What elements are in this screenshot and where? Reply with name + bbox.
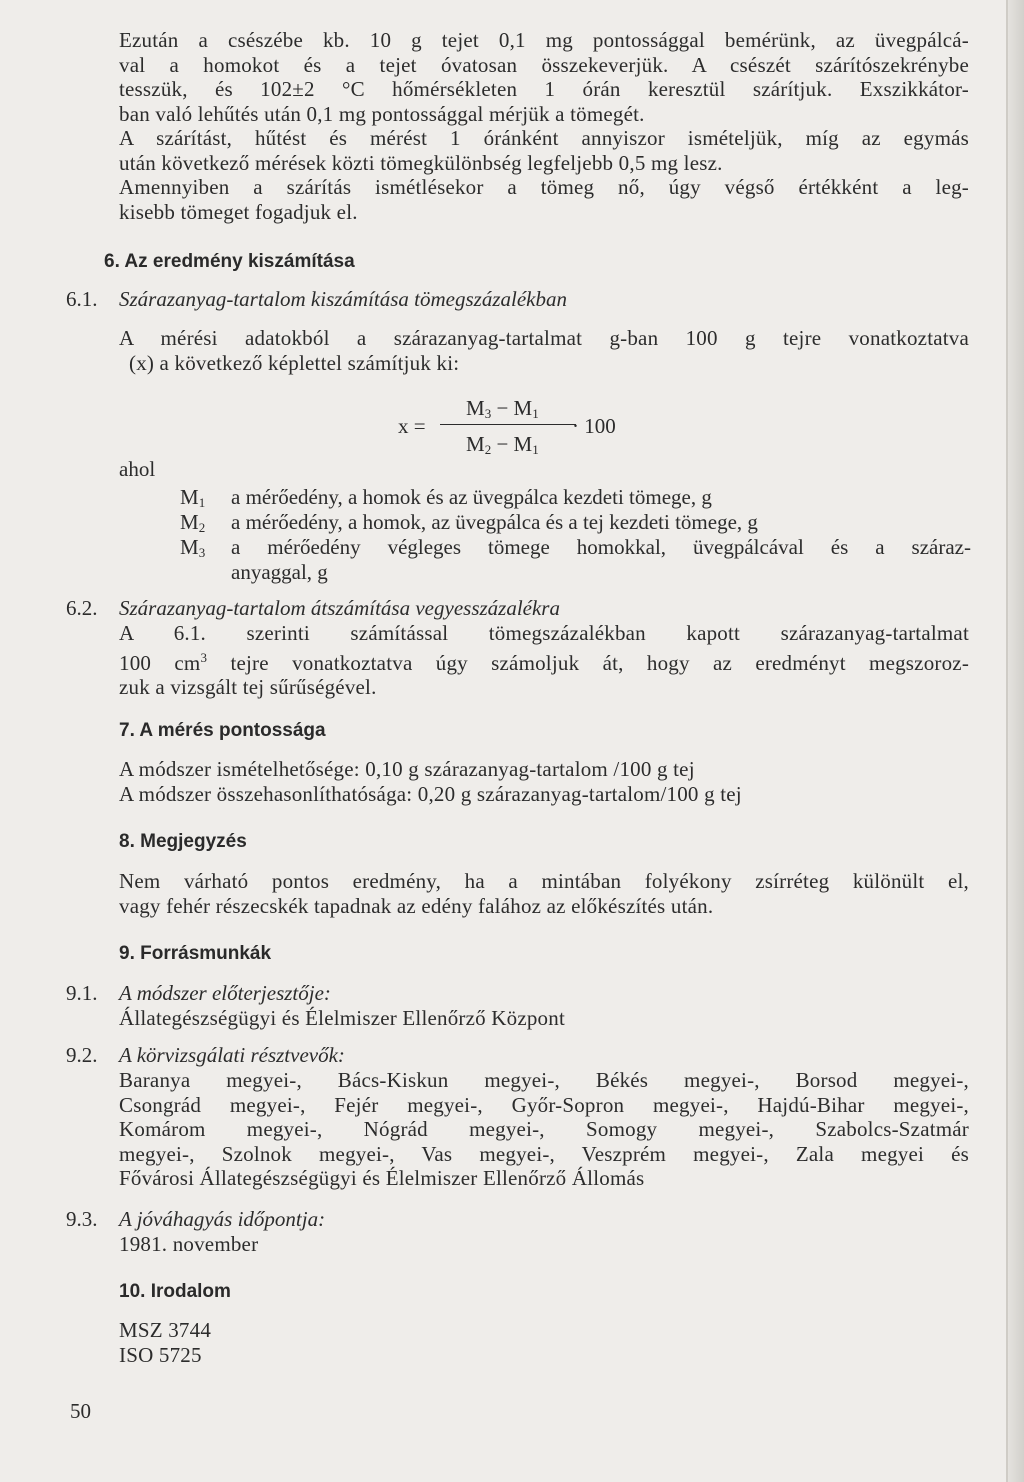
formula-subscript: 2 [484, 442, 492, 457]
text-line: Komárom megyei-, Nógrád megyei-, Somogy megyei-, Szabolcs-Szatmár [119, 1117, 969, 1141]
section-9-3-title: A jóváhagyás időpontja: [119, 1207, 326, 1231]
formula-subscript: 3 [484, 406, 492, 421]
text-line: Állategészségügyi és Élelmiszer Ellenőrző Központ [119, 1006, 565, 1030]
definition-text: a mérőedény, a homok, az üvegpálca és a tej kezdeti tömege, g [231, 510, 758, 534]
intro-line: Amennyiben a szárítás ismétlésekor a tömeg nő, úgy végső értékként a leg- [119, 175, 969, 199]
section-6-1-title: Szárazanyag-tartalom kiszámítása tömegszázalékban [119, 287, 567, 311]
text-line: A 6.1. szerinti számítással tömegszázalékban kapott szárazanyag-tartalmat [119, 621, 969, 645]
definition-symbol: $M_2$ [180, 510, 206, 535]
text-line: Baranya megyei-, Bács-Kiskun megyei-, Békés megyei-, Borsod megyei-, [119, 1068, 969, 1092]
definition-symbol: $M_3$ [180, 535, 206, 560]
formula-symbol: M [466, 396, 485, 420]
section-9-2-number: 9.2. [66, 1043, 98, 1067]
formula-symbol: − M [491, 396, 533, 420]
intro-line: Ezután a csészébe kb. 10 g tejet 0,1 mg pontossággal bemérünk, az üvegpálcá- [119, 28, 969, 52]
section-9-2-paragraph [119, 1068, 969, 1191]
page-edge [1008, 0, 1024, 1482]
section-9-3-text [119, 1232, 969, 1257]
definition-symbol: $M_1$ [180, 485, 206, 510]
intro-line: után következő mérések közti tömegkülönbség legfeljebb 0,5 mg lesz. [119, 150, 723, 175]
formula-multiplier: · 100 [572, 414, 616, 438]
section-6-2-number: 6.2. [66, 596, 98, 620]
intro-paragraph-1 [119, 28, 969, 126]
page-number: 50 [70, 1399, 91, 1423]
section-7-heading: 7. A mérés pontossága [119, 720, 326, 741]
formula-lhs: x = [398, 414, 426, 438]
text-line: vagy fehér részecskék tapadnak az edény falához az előkészítés után. [119, 893, 714, 918]
section-8-heading: 8. Megjegyzés [119, 831, 247, 852]
section-6-1-number: 6.1. [66, 287, 98, 311]
formula-subscript: 1 [532, 406, 539, 421]
text-line: Fővárosi Állategészségügyi és Élelmiszer Ellenőrző Állomás [119, 1166, 645, 1190]
text-line: 1981. november [119, 1232, 259, 1256]
text-line: (x) a következő képlettel számítjuk ki: [129, 350, 460, 375]
section-6-2-paragraph [119, 621, 969, 700]
section-8-paragraph [119, 869, 969, 918]
text-line: Csongrád megyei-, Fejér megyei-, Győr-Sopron megyei-, Hajdú-Bihar megyei-, [119, 1092, 969, 1117]
intro-line: A szárítást, hűtést és mérést 1 óránként annyiszor ismételjük, míg az egymás [119, 126, 969, 150]
text-line: A mérési adatokból a szárazanyag-tartalmat g-ban 100 g tejre vonatkoztatva [119, 326, 969, 350]
fraction-bar [440, 424, 576, 425]
section-9-1-number: 9.1. [66, 981, 98, 1005]
section-9-heading: 9. Forrásmunkák [119, 943, 272, 964]
formula-denominator [466, 432, 539, 458]
section-9-2-title: A körvizsgálati résztvevők: [119, 1043, 345, 1067]
definition-text: anyaggal, g [231, 560, 328, 584]
section-6-2-title: Szárazanyag-tartalom átszámítása vegyesszázalékra [119, 596, 560, 620]
ahol-label: ahol [119, 457, 156, 481]
intro-paragraph-3 [119, 175, 969, 224]
section-6-1-paragraph [119, 326, 969, 375]
text-line: A módszer összehasonlíthatósága: 0,20 g szárazanyag-tartalom/100 g tej [119, 781, 742, 806]
references-list [119, 1318, 969, 1367]
section-9-3-number: 9.3. [66, 1207, 98, 1231]
text-line: A módszer ismételhetősége: 0,10 g szárazanyag-tartalom /100 g tej [119, 757, 695, 781]
section-6-heading: 6. Az eredmény kiszámítása [104, 251, 355, 272]
section-9-1-text [119, 1006, 969, 1031]
reference-item: ISO 5725 [119, 1342, 202, 1367]
definition-text: a mérőedény végleges tömege homokkal, üvegpálcával és a száraz- [231, 535, 971, 559]
formula-symbol: − M [491, 432, 533, 456]
formula-subscript: 1 [532, 442, 539, 457]
text-line: Nem várható pontos eredmény, ha a mintában folyékony zsírréteg különült el, [119, 869, 969, 893]
reference-item: MSZ 3744 [119, 1318, 212, 1342]
text-line: zuk a vizsgált tej sűrűségével. [119, 675, 377, 699]
formula-numerator [466, 396, 539, 422]
definition-text: a mérőedény, a homok és az üvegpálca kezdeti tömege, g [231, 485, 712, 509]
text-line: 100 $cm^3$ tejre vonatkoztatva úgy számoljuk át, hogy az eredményt megszoroz- [119, 649, 970, 675]
intro-line: tesszük, és 102±2 °C hőmérsékleten 1 órán keresztül szárítjuk. Exszikkátor- [119, 77, 969, 101]
text-line: megyei-, Szolnok megyei-, Vas megyei-, Veszprém megyei-, Zala megyei és [119, 1141, 969, 1166]
section-7-paragraph [119, 757, 969, 806]
intro-line: kisebb tömeget fogadjuk el. [119, 199, 358, 224]
section-9-1-title: A módszer előterjesztője: [119, 981, 331, 1005]
intro-line: val a homokot és a tejet óvatosan összekeverjük. A csészét szárítószekrénybe [119, 52, 969, 77]
intro-line: ban való lehűtés után 0,1 mg pontossággal mérjük a tömegét. [119, 101, 645, 126]
formula-symbol: M [466, 432, 485, 456]
section-10-heading: 10. Irodalom [119, 1281, 231, 1302]
intro-paragraph-2 [119, 126, 969, 175]
